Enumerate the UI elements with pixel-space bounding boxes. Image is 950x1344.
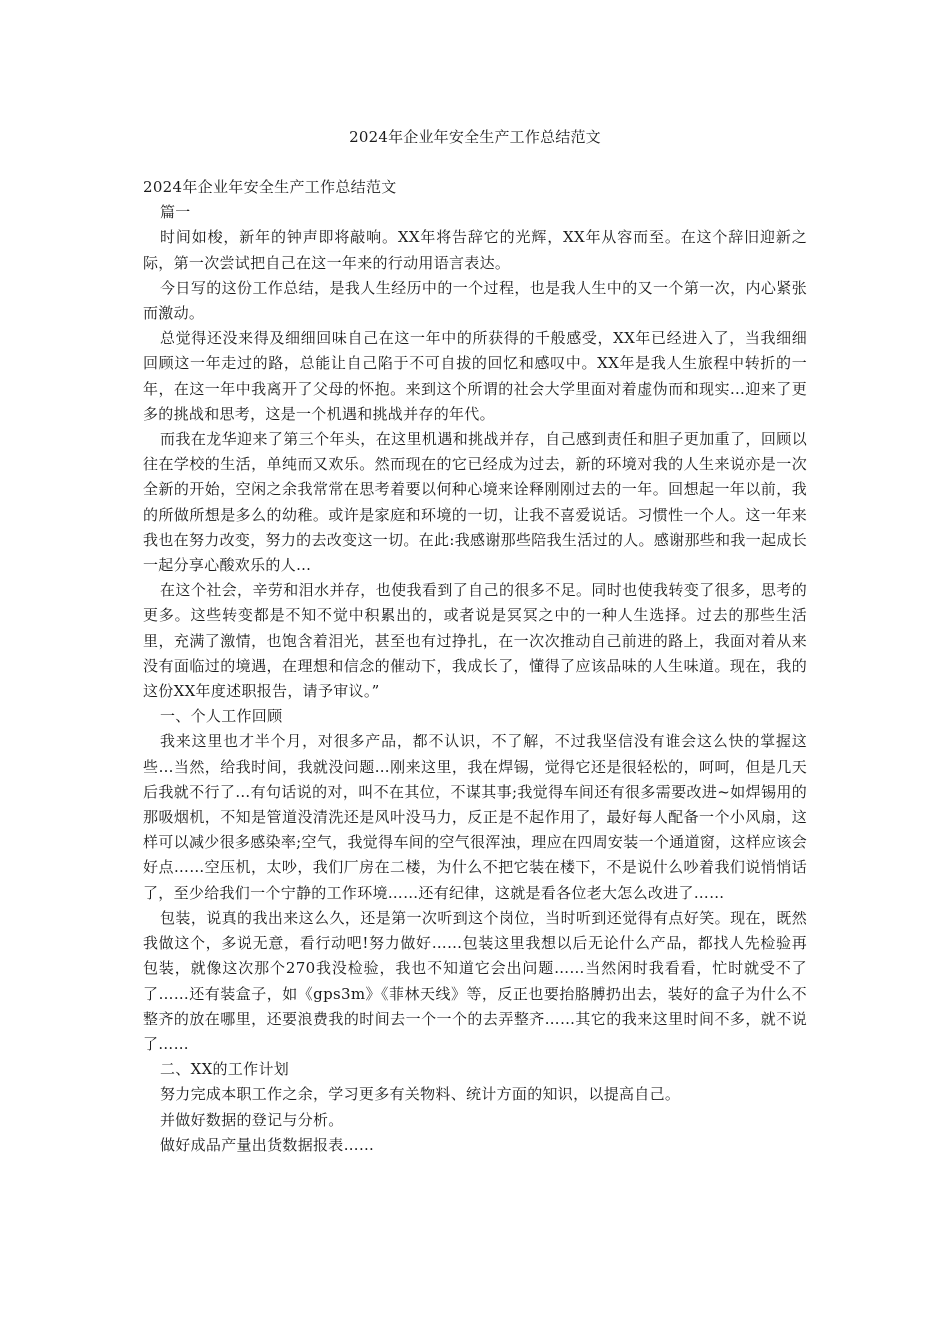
- paragraph: 而我在龙华迎来了第三个年头，在这里机遇和挑战并存，自己感到责任和胆子更加重了，回顾以往在学校的生活，单纯而又欢乐。然而现在的它已经成为过去，新的环境对我的人生来说亦是一次全新的开始，空闲之余我常常在思考着要以何种心境来诠释刚刚过去的一年。回想起一年以前，我的所做所想是多么的幼稚。或许是家庭和环境的一切，让我不喜爱说话。习惯性一个人。这一年来我也在努力改变，努力的去改变这一切。在此:我感谢那些陪我生活过的人。感谢那些和我一起成长一起分享心酸欢乐的人…: [143, 430, 807, 575]
- paragraph: 今日写的这份工作总结，是我人生经历中的一个过程，也是我人生中的又一个第一次，内心紧张而激动。: [143, 278, 807, 323]
- paragraph: 包装，说真的我出来这么久，还是第一次听到这个岗位，当时听到还觉得有点好笑。现在，既然我做这个，多说无意，看行动吧!努力做好……包装这里我想以后无论什么产品，都找人先检验再包装，就像这次那个270我没检验，我也不知道它会出问题……当然闲时我看看，忙时就受不了了……还有装盒子，如《gps3m》《菲林天线》等，反正也要抬胳膊扔出去，装好的盒子为什么不整齐的放在哪里，还要浪费我的时间去一个一个的去弄整齐……其它的我来这里时间不多，就不说了……: [143, 908, 807, 1053]
- paragraph: 在这个社会，辛劳和泪水并存，也使我看到了自己的很多不足。同时也使我转变了很多，思考的更多。这些转变都是不知不觉中积累出的，或者说是冥冥之中的一种人生选择。过去的那些生活里，充满了激情，也饱含着泪光，甚至也有过挣扎，在一次次推动自己前进的路上，我面对着从来没有面临过的境遇，在理想和信念的催动下，我成长了，懂得了应该品味的人生味道。现在，我的这份XX年度述职报告，请予审议。”: [143, 581, 807, 701]
- paragraph: 我来这里也才半个月，对很多产品，都不认识，不了解，不过我坚信没有谁会这么快的掌握这些…当然，给我时间，我就没问题…刚来这里，我在焊锡，觉得它还是很轻松的，呵呵，但是几天后我就不行了…有句话说的对，叫不在其位，不谋其事;我觉得车间还有很多需要改进~如焊锡用的那吸烟机，不知是管道没清洗还是风叶没马力，反正是不起作用了，最好每人配备一个小风扇，这样可以减少很多感染率;空气，我觉得车间的空气很浑浊，理应在四周安装一个通道窗，这样应该会好点……空压机，太吵，我们厂房在二楼，为什么不把它装在楼下，不是说什么吵着我们说悄悄话了，至少给我们一个宁静的工作环境……还有纪律，这就是看各位老大怎么改进了……: [143, 732, 807, 902]
- section-heading-work-review: 一、个人工作回顾: [160, 707, 283, 726]
- paragraph: 时间如梭，新年的钟声即将敲响。XX年将告辞它的光辉，XX年从容而至。在这个辞旧迎新之际，第一次尝试把自己在这一年来的行动用语言表达。: [143, 228, 807, 272]
- section-heading-work-plan: 二、XX的工作计划: [160, 1060, 290, 1079]
- document-subtitle: 2024年企业年安全生产工作总结范文: [143, 178, 397, 196]
- plan-item: 并做好数据的登记与分析。: [160, 1110, 344, 1129]
- section-label: 篇一: [160, 203, 191, 222]
- document-title: 2024年企业年安全生产工作总结范文: [349, 128, 601, 146]
- plan-item: 做好成品产量出货数据报表……: [160, 1135, 375, 1154]
- plan-item: 努力完成本职工作之余，学习更多有关物料、统计方面的知识，以提高自己。: [160, 1085, 681, 1104]
- document-body: [143, 175, 807, 1158]
- paragraph: 总觉得还没来得及细细回味自己在这一年中的所获得的千般感受，XX年已经进入了，当我细细回顾这一年走过的路，总能让自己陷于不可自拔的回忆和感叹中。XX年是我人生旅程中转折的一年，在这一年中我离开了父母的怀抱。来到这个所谓的社会大学里面对着虚伪而和现实…迎来了更多的挑战和思考，这是一个机遇和挑战并存的年代。: [143, 329, 807, 423]
